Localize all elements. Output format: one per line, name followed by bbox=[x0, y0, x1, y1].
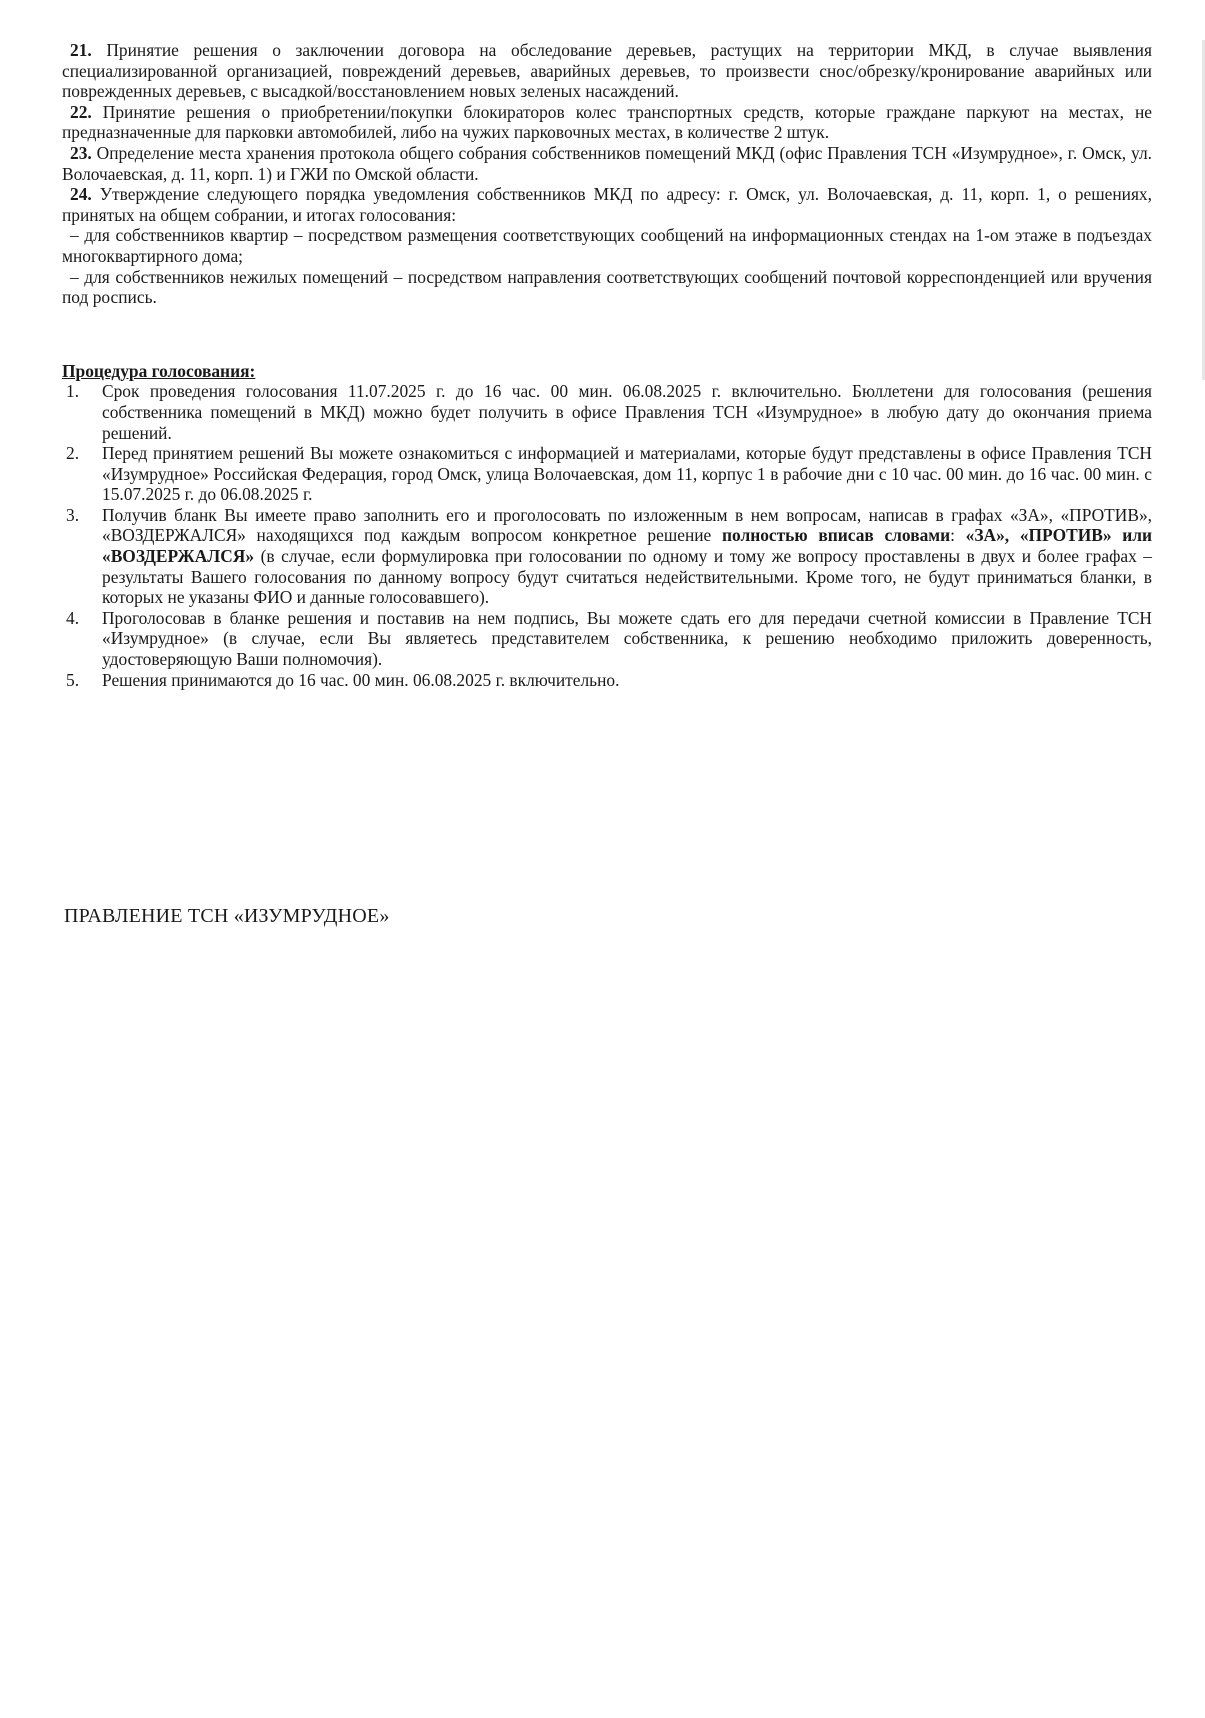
notice-apartments: – для собственников квартир – посредством размещения соответствующих сообщений на информационных стендах на 1-ом этаже в подъездах многоквартирного дома; bbox=[62, 225, 1152, 266]
item-number: 21. bbox=[70, 40, 92, 60]
procedure-item-number: 2. bbox=[66, 443, 80, 464]
procedure-item-text: Срок проведения голосования 11.07.2025 г. до 16 час. 00 мин. 06.08.2025 г. включительно. Бюллетени для голосования (решения собственника помещений в МКД) можно будет получить в офисе Правления ТСН «Изумрудное» в любую дату до окончания приема решений. bbox=[102, 381, 1152, 443]
procedure-item-number: 4. bbox=[66, 607, 80, 628]
procedure-item-number: 3. bbox=[66, 504, 80, 525]
procedure-item-bold-1: полностью вписав словами bbox=[721, 525, 951, 546]
procedure-item-number: 5. bbox=[66, 669, 80, 690]
procedure-item-bold-2: «ЗА», «ПРОТИВ» или «ВОЗДЕРЖАЛСЯ» bbox=[102, 525, 1152, 567]
procedure-item-text-mid: : bbox=[950, 525, 966, 546]
procedure-item-5 bbox=[62, 670, 1152, 691]
agenda-item-24 bbox=[62, 184, 1152, 225]
procedure-item-3 bbox=[62, 505, 1152, 608]
procedure-item-4 bbox=[62, 608, 1152, 670]
signature-board: ПРАВЛЕНИЕ ТСН «ИЗУМРУДНОЕ» bbox=[64, 905, 390, 927]
procedure-item-1 bbox=[62, 381, 1152, 443]
item-text: Принятие решения о заключении договора на обследование деревьев, растущих на территории МКД, в случае выявления специализированной организацией, повреждений деревьев, аварийных деревьев, то произвести снос/обрезку/кронирование аварийных или поврежденных деревьев, с высадкой/восстановлением новых зеленых насаждений. bbox=[62, 40, 1152, 102]
item-number: 22. bbox=[70, 101, 92, 122]
document-body bbox=[62, 40, 1152, 690]
procedure-item-2 bbox=[62, 443, 1152, 505]
item-number: 24. bbox=[70, 184, 92, 205]
agenda-item-22 bbox=[62, 102, 1152, 143]
procedure-title: Процедура голосования: bbox=[62, 360, 256, 381]
procedure-item-text: Проголосовав в бланке решения и поставив на нем подпись, Вы можете сдать его для передачи счетной комиссии в Правление ТСН «Изумрудное» (в случае, если Вы являетесь представителем собственника, к решению необходимо приложить доверенность, удостоверяющую Ваши полномочия). bbox=[102, 607, 1152, 670]
item-text: Утверждение следующего порядка уведомления собственников МКД по адресу: г. Омск, ул. Волочаевская, д. 11, корп. 1, о решениях, принятых на общем собрании, и итогах голосования: bbox=[62, 184, 1152, 225]
procedure-item-text-post: (в случае, если формулировка при голосовании по одному и тому же вопросу проставлены в двух и более графах – результаты Вашего голосования по данному вопросу будут считаться недействительными. Кроме того, не будут приниматься бланки, в которых не указаны ФИО и данные голосовавшего). bbox=[102, 546, 1152, 608]
agenda-item-21 bbox=[62, 40, 1152, 102]
procedure-item-text-pre: Получив бланк Вы имеете право заполнить его и проголосовать по изложенным в нем вопросам, написав в графах «ЗА», «ПРОТИВ», «ВОЗДЕРЖАЛСЯ» находящихся под каждым вопросом конкретное решение bbox=[102, 504, 1152, 546]
item-number: 23. bbox=[70, 142, 92, 163]
procedure-list bbox=[62, 381, 1152, 690]
procedure-item-text: Перед принятием решений Вы можете ознакомиться с информацией и материалами, которые будут представлены в офисе Правления ТСН «Изумрудное» Российская Федерация, город Омск, улица Волочаевская, дом 11, корпус 1 в рабочие дни с 10 час. 00 мин. до 16 час. 00 мин. с 15.07.2025 г. до 06.08.2025 г. bbox=[102, 443, 1152, 505]
item-text: Принятие решения о приобретении/покупки блокираторов колес транспортных средств, которые граждане паркуют на местах, не предназначенные для парковки автомобилей, либо на чужих парковочных местах, в количестве 2 штук. bbox=[62, 101, 1152, 143]
procedure-item-number: 1. bbox=[66, 381, 80, 402]
notice-non-residential: – для собственников нежилых помещений – посредством направления соответствующих сообщений почтовой корреспонденцией или вручения под роспись. bbox=[62, 266, 1152, 308]
item-text: Определение места хранения протокола общего собрания собственников помещений МКД (офис Правления ТСН «Изумрудное», г. Омск, ул. Волочаевская, д. 11, корп. 1) и ГЖИ по Омской области. bbox=[62, 142, 1152, 184]
procedure-item-text: Решения принимаются до 16 час. 00 мин. 06.08.2025 г. включительно. bbox=[102, 669, 620, 690]
agenda-item-23 bbox=[62, 143, 1152, 184]
